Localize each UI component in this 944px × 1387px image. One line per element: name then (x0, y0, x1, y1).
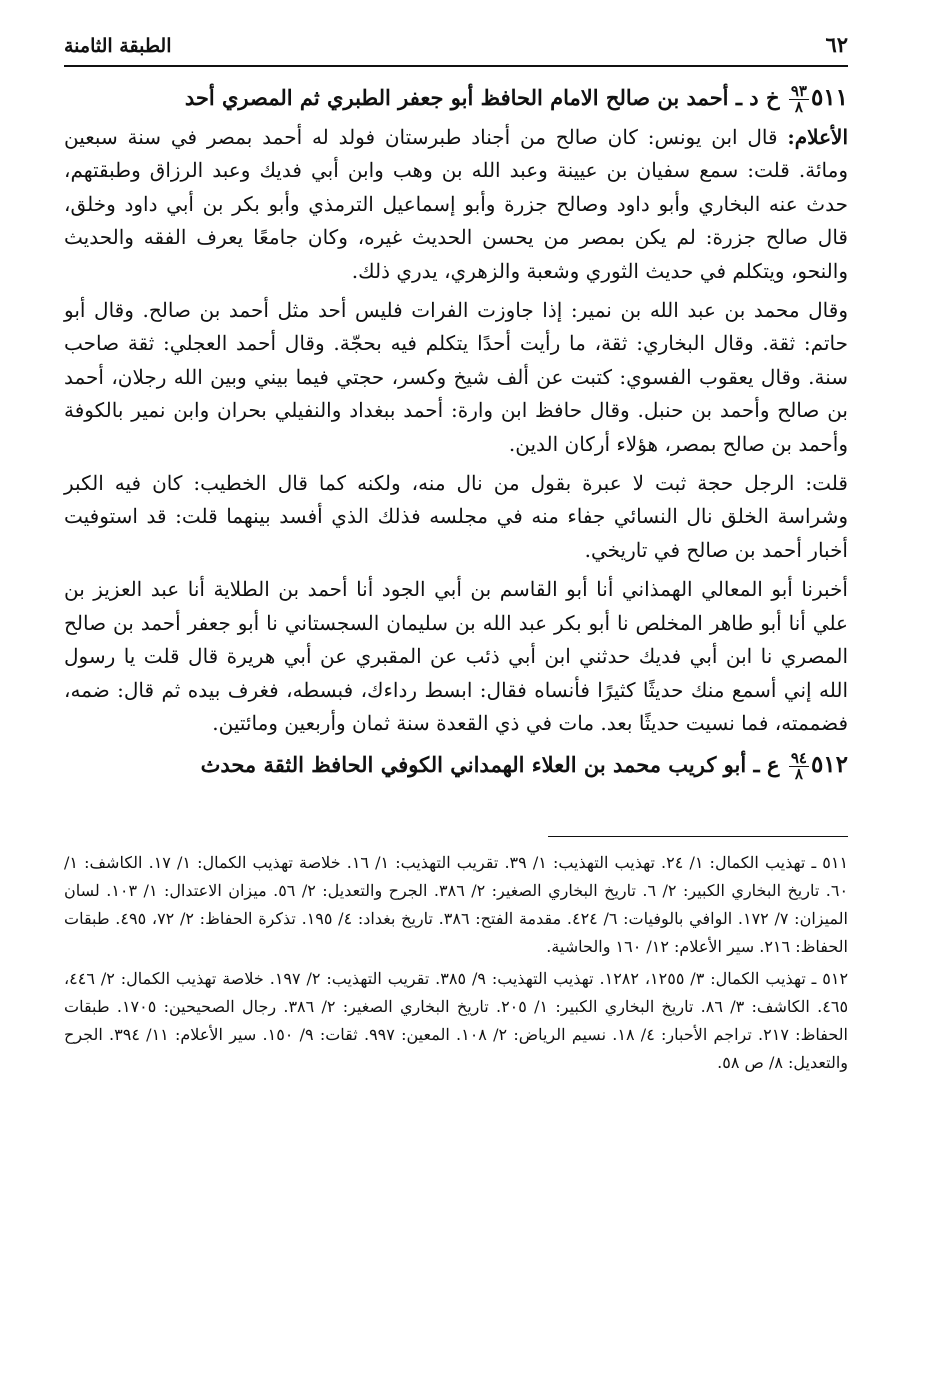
entry-number: ٥١١ (810, 84, 848, 111)
footnote: ٥١٢ ـ تهذيب الكمال: ٣/ ١٢٥٥، ١٢٨٢. تهذيب التهذيب: ٩/ ٣٨٥. تقريب التهذيب: ٢/ ١٩٧. خلاصة تهذيب الكمال: ٢/ ٤٤٦، ٤٦٥. الكاشف: ٣/ ٨٦. تاريخ البخاري الكبير: ١/ ٢٠٥. تاريخ البخاري الصغير: ٢/ ٣٨٦. رجال الصحيحين: ١٧٠٥. طبقات الحفاظ: ٢١٧. تراجم الأحبار: ٤/ ١٨. نسيم الرياض: ٢/ ١٠٨. المعين: ٩٩٧. ثقات: ٩/ ١٥٠. سير الأعلام: ١١/ ٣٩٤. الجرح والتعديل: ٨/ ص ٥٨. (64, 969, 849, 1073)
entry-number: ٥١٢ (810, 751, 848, 779)
paragraph (64, 121, 848, 288)
footnote-divider (548, 836, 848, 837)
paragraph: أخبرنا أبو المعالي الهمذاني أنا أبو القاسم بن أبي الجود أنا أحمد بن الطلاية أنا عبد العزيز بن علي أنا أبو طاهر المخلص نا أبو بكر عبد الله بن سليمان السجستاني نا أبو جعفر أحمد بن صالح المصري نا ابن أبي فديك حدثني ابن أبي ذئب عن المقبري عن أبي هريرة قال قلت يا رسول الله إني أسمع منك حديثًا كثيرًا فأنساه فقال: ابسط رداءك، فبسطه، فغرف بيده ثم قال: ضمه، فضممته، فما نسيت حديثًا بعد. مات في ذي القعدة سنة ثمان وأربعين ومائتين. (64, 577, 848, 735)
entry-heading-511 (64, 79, 848, 117)
paragraph-lead: الأعلام: (787, 125, 849, 149)
footnote: ٥١١ ـ تهذيب الكمال: ١/ ٢٤. تهذيب التهذيب: ١/ ٣٩. تقريب التهذيب: ١/ ١٦. خلاصة تهذيب الكمال: ١/ ١٧. الكاشف: ١/ ٦٠. تاريخ البخاري الكبير: ٢/ ٦. تاريخ البخاري الصغير: ٢/ ٣٨٦. الجرح والتعديل: ٢/ ٥٦. ميزان الاعتدال: ١/ ١٠٣. لسان الميزان: ٧/ ١٧٢. الوافي بالوفيات: ٦/ ٤٢٤. مقدمة الفتح: ٣٨٦. تاريخ بغداد: ٤/ ١٩٥. تذكرة الحفاظ: ٢/ ٧٢، ٤٩٥. طبقات الحفاظ: ٢١٦. سير الأعلام: ١٢/ ١٦٠ والحاشية. (64, 853, 849, 957)
entry-fraction: $\frac{٩٤}{٨}$ (790, 749, 807, 784)
paragraph: قلت: الرجل حجة ثبت لا عبرة بقول من نال منه، ولكنه كما قال الخطيب: كان فيه الكبر وشراسة الخلق نال النسائي جفاء منه في مجلسه فذلك الذي أفسد بينهما قلت: قد استوفيت أخبار أحمد بن صالح في تاريخي. (64, 471, 848, 562)
entry-heading-512 (64, 746, 848, 784)
entry-title: خ د ـ أحمد بن صالح الامام الحافظ أبو جعفر الطبري ثم المصري أحد (184, 85, 780, 110)
paragraph: وقال محمد بن عبد الله بن نمير: إذا جاوزت الفرات فليس أحد مثل أحمد بن صالح. وقال أبو حاتم: ثقة. وقال البخاري: ثقة، ما رأيت أحدًا يتكلم فيه بحجّة. وقال أحمد العجلي: ثقة صاحب سنة. وقال يعقوب الفسوي: كتبت عن ألف شيخ وكسر، حجتي فيما بيني وبين الله رجلان، أحمد بن صالح وأحمد بن حنبل. وقال حافظ ابن وارة: أحمد ببغداد والنفيلي بحران وابن نمير بالكوفة وأحمد بن صالح بمصر، هؤلاء أركان الدين. (64, 298, 848, 456)
section-title: الطبقة الثامنة (64, 35, 172, 57)
page-number: ٦٢ (825, 32, 848, 57)
running-head (64, 32, 848, 67)
entry-fraction: $\frac{٩٣}{٨}$ (790, 82, 807, 116)
paragraph-text: قال ابن يونس: كان صالح من أجناد طبرستان فولد له أحمد بمصر في سنة سبعين ومائة. قلت: سمع سفيان بن عيينة وعبد الله بن وهب وابن أبي فديك وعبد الرزاق وطبقتهم، حدث عنه البخاري وأبو داود وصالح جزرة وأبو إسماعيل الترمذي وأبو بكر بن أبي داود وخلق، قال صالح جزرة: لم يكن بمصر من يحسن الحديث غيره، وكان جامعًا يعرف الفقه والحديث والنحو، ويتكلم في حديث الثوري وشعبة والزهري، يدري ذلك. (64, 125, 848, 283)
document-page (64, 32, 848, 1081)
entry-title: ع ـ أبو كريب محمد بن العلاء الهمداني الكوفي الحافظ الثقة محدث (200, 752, 780, 778)
